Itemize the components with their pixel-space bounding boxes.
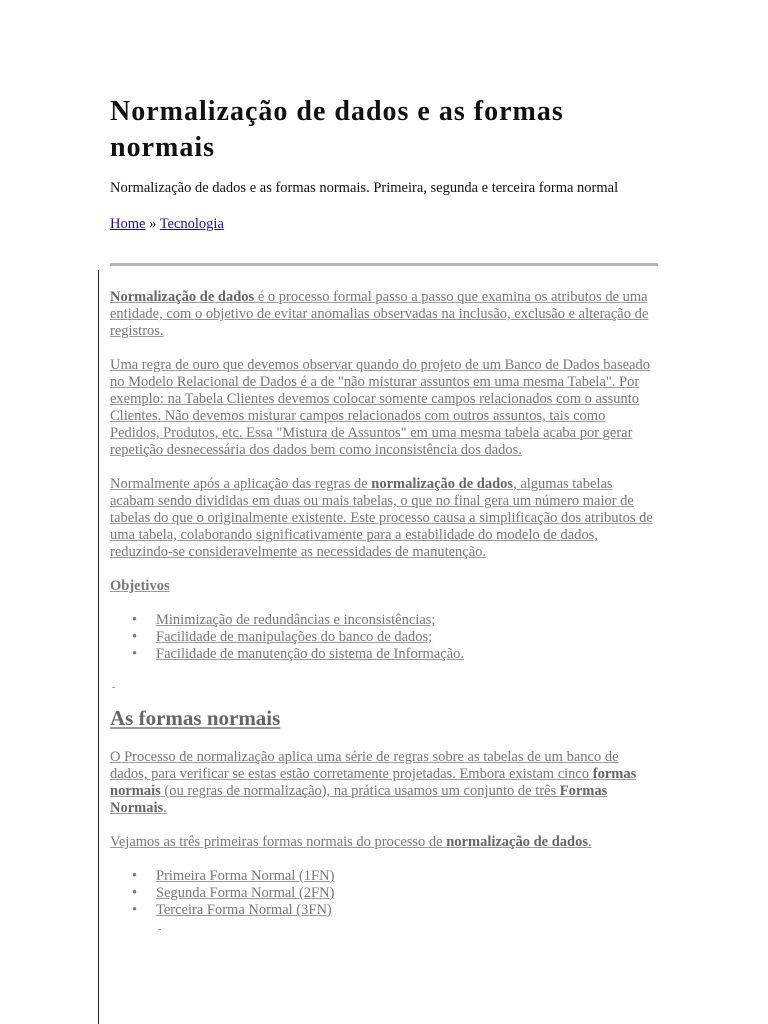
breadcrumb-category-link[interactable]: Tecnologia [159, 216, 224, 232]
p4-bold-formas-normais: Formas Normais [110, 783, 608, 816]
bullet-icon: • [132, 629, 138, 645]
p3-text-after: , algumas tabelas acabam sendo divididas em duas ou mais tabelas, o que no final gera um número maior de tabelas do que o originalmente existente. Este processo causa a simplificação dos atributos de uma tabela, colaborando significativamente para a estabilidade do modelo de dados, reduzindo-se consideravelmente as necessidades de manutenção. [110, 476, 653, 560]
page-title: Normalização de dados e as formas normais [110, 96, 564, 163]
p4-bold-formas: formas normais [110, 766, 637, 799]
paragraph-golden-rule: Uma regra de ouro que devemos observar quando do projeto de um Banco de Dados baseado no Modelo Relacional de Dados é a de "não misturar assuntos em uma mesma Tabela". Por exemplo: na Tabela Clientes devemos colocar somente campos relacionados com o assunto Clientes. Não devemos misturar campos relacionados com outros assuntos, tais como Pedidos, Produtos, etc. Essa "Mistura de Assuntos" em uma mesma tabela acaba por gerar repetição desnecessária dos dados bem como inconsistência dos dados. [110, 357, 650, 458]
p5-text-after: . [588, 834, 592, 850]
list-item: • Segunda Forma Normal (2FN) [132, 885, 335, 901]
list-item: • Terceira Forma Normal (3FN) [132, 902, 332, 918]
p4-text-after: . [163, 800, 167, 816]
left-margin-line [98, 270, 99, 1024]
bullet-icon: • [132, 612, 138, 628]
objetivos-list [110, 612, 658, 663]
p5-text-before: Vejamos as três primeiras formas normais do processo de [110, 834, 447, 850]
horizontal-divider [110, 263, 658, 266]
objetivos-heading: Objetivos [110, 578, 170, 594]
bullet-icon: • [132, 646, 138, 662]
breadcrumb-separator: » [149, 216, 157, 232]
definition-text: é o processo formal passo a passo que examina os atributos de uma entidade, com o objetivo de evitar anomalias observadas na inclusão, exclusão e alteração de registros. [110, 289, 649, 339]
page-subtitle: Normalização de dados e as formas normais. Primeira, segunda e terceira forma normal [110, 180, 619, 196]
paragraph-three-forms-intro [110, 834, 658, 851]
paragraph-normalization-effects [110, 476, 658, 561]
p4-text-before: O Processo de normalização aplica uma série de regras sobre as tabelas de um banco de dados, para verificar se estas estão corretamente projetadas. Embora existam cinco [110, 749, 619, 782]
list-item: • Primeira Forma Normal (1FN) [132, 868, 335, 884]
p5-bold-term: normalização de dados [446, 834, 589, 850]
list-item: • Facilidade de manutenção do sistema de Informação. [132, 646, 465, 662]
definition-term: Normalização de dados [110, 289, 255, 305]
separator-dash: - [112, 682, 116, 693]
list-item: • Facilidade de manipulações do banco de dados; [132, 629, 433, 645]
bullet-icon: • [132, 902, 138, 918]
bullet-icon: • [132, 868, 138, 884]
separator-dash: - [158, 924, 162, 935]
breadcrumb-home-link[interactable]: Home [110, 216, 146, 232]
breadcrumb [110, 216, 224, 233]
list-item: • Minimização de redundâncias e inconsistências; [132, 612, 436, 628]
section-heading: As formas normais [110, 706, 281, 730]
p3-bold-term: normalização de dados [371, 476, 514, 492]
p4-text-middle: (ou regras de normalização), na prática usamos um conjunto de três [160, 783, 560, 799]
paragraph-normal-forms [110, 749, 658, 817]
formas-list [110, 868, 658, 919]
p3-text-before: Normalmente após a aplicação das regras de [110, 476, 372, 492]
bullet-icon: • [132, 885, 138, 901]
paragraph-definition [110, 289, 658, 340]
article-body [110, 289, 658, 938]
